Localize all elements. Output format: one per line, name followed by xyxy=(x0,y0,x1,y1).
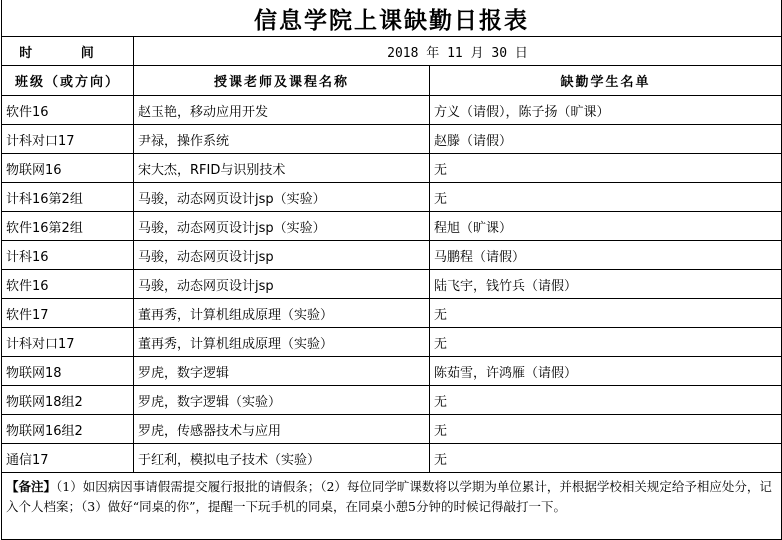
cell-class: 计科16 xyxy=(2,241,134,270)
table-row xyxy=(2,415,782,444)
cell-class: 软件17 xyxy=(2,299,134,328)
time-label: 时 间 xyxy=(2,37,134,66)
cell-absent: 无 xyxy=(430,299,782,328)
cell-absent: 陆飞宇，钱竹兵（请假） xyxy=(430,270,782,299)
header-teacher-course: 授课老师及课程名称 xyxy=(134,66,430,96)
cell-teacher-course: 于红利，模拟电子技术（实验） xyxy=(134,444,430,473)
cell-teacher-course: 罗虎，数字逻辑 xyxy=(134,357,430,386)
cell-absent: 无 xyxy=(430,415,782,444)
cell-absent: 无 xyxy=(430,444,782,473)
cell-class: 物联网18 xyxy=(2,357,134,386)
cell-teacher-course: 马骏，动态网页设计jsp xyxy=(134,241,430,270)
report-date: 2018 年 11 月 30 日 xyxy=(134,37,782,66)
cell-absent: 无 xyxy=(430,328,782,357)
cell-absent: 无 xyxy=(430,154,782,183)
table-row xyxy=(2,270,782,299)
title-row xyxy=(2,0,782,37)
cell-absent: 陈茹雪，许鸿雁（请假） xyxy=(430,357,782,386)
note-text: （1）如因病因事请假需提交履行报批的请假条；（2）每位同学旷课数将以学期为单位累计，并根据学校相关规定给予相应处分，记入个人档案；（3）做好“同桌的你”，提醒一下玩手机的同桌，在同桌小憩5分钟的时候记得敲打一下。 xyxy=(6,479,772,514)
attendance-table-body xyxy=(2,0,782,540)
cell-absent: 无 xyxy=(430,386,782,415)
note-cell xyxy=(2,473,782,540)
table-row xyxy=(2,154,782,183)
attendance-table xyxy=(1,0,782,540)
header-class: 班级（或方向） xyxy=(2,66,134,96)
cell-teacher-course: 罗虎，传感器技术与应用 xyxy=(134,415,430,444)
cell-teacher-course: 马骏，动态网页设计jsp（实验） xyxy=(134,212,430,241)
table-row xyxy=(2,183,782,212)
table-row xyxy=(2,125,782,154)
cell-class: 软件16第2组 xyxy=(2,212,134,241)
date-row xyxy=(2,37,782,66)
header-absent: 缺勤学生名单 xyxy=(430,66,782,96)
table-row xyxy=(2,444,782,473)
cell-class: 计科对口17 xyxy=(2,125,134,154)
table-row xyxy=(2,96,782,125)
cell-teacher-course: 董再秀，计算机组成原理（实验） xyxy=(134,299,430,328)
cell-teacher-course: 马骏，动态网页设计jsp（实验） xyxy=(134,183,430,212)
note-row xyxy=(2,473,782,540)
cell-teacher-course: 尹禄，操作系统 xyxy=(134,125,430,154)
cell-teacher-course: 罗虎，数字逻辑（实验） xyxy=(134,386,430,415)
cell-class: 物联网18组2 xyxy=(2,386,134,415)
cell-absent: 方义（请假），陈子扬（旷课） xyxy=(430,96,782,125)
attendance-report-sheet xyxy=(1,0,781,540)
cell-class: 软件16 xyxy=(2,96,134,125)
table-row xyxy=(2,241,782,270)
table-row xyxy=(2,386,782,415)
cell-class: 软件16 xyxy=(2,270,134,299)
cell-class: 计科16第2组 xyxy=(2,183,134,212)
cell-class: 通信17 xyxy=(2,444,134,473)
cell-absent: 马鹏程（请假） xyxy=(430,241,782,270)
cell-class: 物联网16 xyxy=(2,154,134,183)
cell-absent: 无 xyxy=(430,183,782,212)
cell-absent: 程旭（旷课） xyxy=(430,212,782,241)
cell-class: 计科对口17 xyxy=(2,328,134,357)
cell-teacher-course: 宋大杰，RFID与识别技术 xyxy=(134,154,430,183)
note-tag: 【备注】 xyxy=(6,479,57,494)
table-row xyxy=(2,299,782,328)
table-row xyxy=(2,328,782,357)
cell-teacher-course: 马骏，动态网页设计jsp xyxy=(134,270,430,299)
table-row xyxy=(2,357,782,386)
report-title: 信息学院上课缺勤日报表 xyxy=(2,0,782,37)
header-row xyxy=(2,66,782,96)
cell-teacher-course: 赵玉艳，移动应用开发 xyxy=(134,96,430,125)
cell-absent: 赵滕（请假） xyxy=(430,125,782,154)
cell-teacher-course: 董再秀，计算机组成原理（实验） xyxy=(134,328,430,357)
table-row xyxy=(2,212,782,241)
cell-class: 物联网16组2 xyxy=(2,415,134,444)
